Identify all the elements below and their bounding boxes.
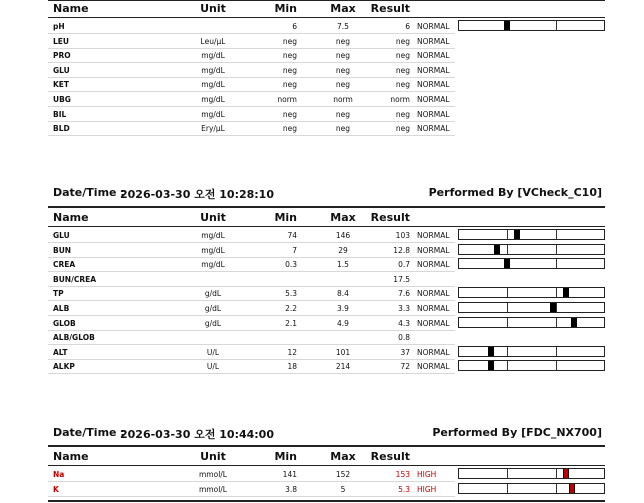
row-min: neg <box>282 124 297 134</box>
row-name: KET <box>53 80 70 90</box>
row-divider <box>48 242 455 243</box>
row-max: neg <box>335 36 351 46</box>
row-unit: mg/dL <box>201 245 225 255</box>
row-name: UBG <box>53 95 71 104</box>
row-min: 18 <box>287 362 297 372</box>
range-bar-divider <box>507 361 508 370</box>
row-result: 5.3 <box>398 484 410 494</box>
row-unit: mg/dL <box>201 65 225 75</box>
range-bar <box>458 302 605 313</box>
datetime-label-3: Date/Time : <box>53 426 125 439</box>
row-name: ALB <box>53 304 70 313</box>
performed-by-2: Performed By [VCheck_C10] <box>428 186 602 199</box>
row-result: 37 <box>400 347 410 357</box>
row-max: 8.4 <box>337 289 349 299</box>
row-divider <box>48 330 455 331</box>
row-min: 2.1 <box>285 318 297 328</box>
col-header-unit: Unit <box>200 450 226 463</box>
col-header-unit: Unit <box>200 2 226 15</box>
row-divider <box>48 481 455 482</box>
row-result: 72 <box>400 362 410 372</box>
row-min: neg <box>282 51 297 61</box>
row-min: 5.3 <box>285 289 297 299</box>
section-rule <box>48 445 605 447</box>
row-min: 3.8 <box>285 484 297 494</box>
row-unit: mmol/L <box>199 470 227 479</box>
row-min: neg <box>282 109 297 119</box>
row-divider <box>48 271 455 272</box>
col-header-result: Result <box>370 450 410 463</box>
row-status: NORMAL <box>417 362 450 372</box>
top-rule <box>48 0 605 1</box>
col-header-max: Max <box>330 2 356 15</box>
row-unit: mg/dL <box>201 51 225 61</box>
row-name: GLU <box>53 231 70 240</box>
row-name: pH <box>53 22 65 31</box>
range-bar-marker <box>488 347 494 356</box>
row-max: 5 <box>340 484 346 494</box>
range-bar <box>458 229 605 240</box>
range-bar-divider <box>507 347 508 356</box>
range-bar <box>458 20 605 31</box>
row-min: 12 <box>287 347 297 357</box>
row-max: neg <box>335 51 351 61</box>
col-header-min: Min <box>274 450 297 463</box>
row-name: GLU <box>53 65 70 75</box>
row-status: NORMAL <box>417 245 450 255</box>
row-name: BUN/CREA <box>53 274 97 284</box>
range-bar-divider <box>556 245 557 254</box>
row-status: NORMAL <box>417 347 450 357</box>
row-status: NORMAL <box>417 318 450 328</box>
row-name: Na <box>53 470 65 479</box>
col-header-unit: Unit <box>200 211 226 224</box>
row-max: 152 <box>335 470 351 479</box>
range-bar-divider <box>556 288 557 297</box>
row-status: NORMAL <box>417 65 450 75</box>
row-result: neg <box>395 36 410 46</box>
col-header-result: Result <box>370 2 410 15</box>
range-bar <box>458 244 605 255</box>
range-bar-marker <box>571 318 577 327</box>
range-bar-marker <box>504 21 510 30</box>
row-name: BLD <box>53 124 70 134</box>
range-bar-divider <box>507 245 508 254</box>
row-status: NORMAL <box>417 260 450 270</box>
header-rule <box>48 465 605 466</box>
row-min: neg <box>282 80 297 90</box>
row-unit: g/dL <box>204 304 222 313</box>
row-max: 3.9 <box>337 304 349 313</box>
row-divider <box>48 315 455 316</box>
row-result: neg <box>395 80 410 90</box>
row-name: K <box>53 484 59 494</box>
row-min: neg <box>282 36 297 46</box>
row-result: 12.8 <box>393 245 410 255</box>
row-unit: Ery/μL <box>201 124 225 134</box>
row-max: 29 <box>338 245 348 255</box>
row-min: 2.2 <box>285 304 297 313</box>
row-name: TP <box>53 289 64 299</box>
row-name: ALKP <box>53 362 75 372</box>
row-status: HIGH <box>417 470 437 479</box>
range-bar-divider <box>556 259 557 268</box>
row-divider <box>48 62 455 63</box>
row-result: 17.5 <box>393 274 410 284</box>
range-bar <box>458 468 605 479</box>
range-bar-divider <box>507 230 508 239</box>
row-unit: g/dL <box>204 289 222 299</box>
range-bar <box>458 258 605 269</box>
row-unit: mg/dL <box>201 109 225 119</box>
range-bar-divider <box>556 361 557 370</box>
row-unit: mg/dL <box>201 80 225 90</box>
range-bar-marker <box>494 245 500 254</box>
row-name: ALB/GLOB <box>53 333 95 343</box>
range-bar-divider <box>556 469 557 478</box>
row-min: 7 <box>292 245 297 255</box>
range-bar-divider <box>507 288 508 297</box>
range-bar-marker <box>563 288 569 297</box>
row-max: 146 <box>335 231 351 240</box>
row-max: 101 <box>335 347 351 357</box>
datetime-3: 2026-03-30 오전 10:44:00 <box>120 428 274 441</box>
range-bar-divider <box>556 347 557 356</box>
row-max: norm <box>333 95 353 104</box>
range-bar <box>458 483 605 494</box>
row-name: PRO <box>53 51 71 61</box>
row-divider <box>48 135 455 136</box>
row-result: norm <box>390 95 410 104</box>
range-bar-marker <box>563 469 569 478</box>
row-min: 6 <box>292 22 297 31</box>
col-header-name: Name <box>53 211 89 224</box>
range-bar-marker <box>488 361 494 370</box>
row-max: neg <box>335 124 351 134</box>
row-min: 0.3 <box>285 260 297 270</box>
range-bar-divider <box>507 303 508 312</box>
row-divider <box>48 496 455 497</box>
range-bar-divider <box>556 318 557 327</box>
row-divider <box>48 91 455 92</box>
row-unit: g/dL <box>204 318 222 328</box>
col-header-name: Name <box>53 2 89 15</box>
row-status: NORMAL <box>417 51 450 61</box>
row-name: BUN <box>53 245 72 255</box>
section-rule <box>48 206 605 208</box>
range-bar <box>458 360 605 371</box>
datetime-2: 2026-03-30 오전 10:28:10 <box>120 188 274 201</box>
col-header-min: Min <box>274 211 297 224</box>
col-header-name: Name <box>53 450 89 463</box>
performed-by-3: Performed By [FDC_NX700] <box>432 426 602 439</box>
row-name: CREA <box>53 260 76 270</box>
range-bar-divider <box>556 230 557 239</box>
row-unit: mg/dL <box>201 231 225 240</box>
header-rule <box>48 17 605 18</box>
row-name: GLOB <box>53 318 76 328</box>
row-max: 4.9 <box>337 318 349 328</box>
row-divider <box>48 373 455 374</box>
row-divider <box>48 257 455 258</box>
row-max: neg <box>335 65 351 75</box>
range-bar-divider <box>507 318 508 327</box>
row-result: 3.3 <box>398 304 410 313</box>
row-result: neg <box>395 51 410 61</box>
row-min: 74 <box>287 231 297 240</box>
row-name: ALT <box>53 347 68 357</box>
range-bar <box>458 317 605 328</box>
row-unit: U/L <box>206 362 220 372</box>
range-bar-marker <box>569 484 575 493</box>
row-unit: Leu/μL <box>200 36 226 46</box>
row-divider <box>48 300 455 301</box>
col-header-result: Result <box>370 211 410 224</box>
range-bar <box>458 287 605 298</box>
row-status: NORMAL <box>417 109 450 119</box>
datetime-label-2: Date/Time : <box>53 186 125 199</box>
row-max: neg <box>335 109 351 119</box>
row-status: NORMAL <box>417 95 450 104</box>
row-divider <box>48 121 455 122</box>
row-result: neg <box>395 124 410 134</box>
col-header-max: Max <box>330 211 356 224</box>
range-bar-divider <box>507 484 508 493</box>
row-divider <box>48 106 455 107</box>
row-status: NORMAL <box>417 304 450 313</box>
row-unit: mg/dL <box>201 95 225 104</box>
bottom-rule <box>48 500 605 502</box>
range-bar-divider <box>556 21 557 30</box>
row-status: NORMAL <box>417 289 450 299</box>
row-max: 214 <box>335 362 351 372</box>
header-rule <box>48 226 605 227</box>
row-divider <box>48 286 455 287</box>
row-result: neg <box>395 109 410 119</box>
col-header-min: Min <box>274 2 297 15</box>
range-bar-marker <box>550 303 556 312</box>
row-status: NORMAL <box>417 36 450 46</box>
row-unit: mmol/L <box>199 484 227 494</box>
row-result: 6 <box>405 22 410 31</box>
row-unit: mg/dL <box>201 260 225 270</box>
row-min: neg <box>282 65 297 75</box>
row-divider <box>48 33 455 34</box>
row-status: NORMAL <box>417 80 450 90</box>
row-status: NORMAL <box>417 124 450 134</box>
row-result: 0.7 <box>398 260 410 270</box>
range-bar-divider <box>507 469 508 478</box>
row-result: neg <box>395 65 410 75</box>
row-max: neg <box>335 80 351 90</box>
row-min: 141 <box>282 470 297 479</box>
row-result: 7.6 <box>398 289 410 299</box>
row-unit: U/L <box>206 347 220 357</box>
row-result: 103 <box>395 231 410 240</box>
row-status: NORMAL <box>417 231 450 240</box>
row-result: 153 <box>395 470 410 479</box>
row-status: HIGH <box>417 484 437 494</box>
row-status: NORMAL <box>417 22 450 31</box>
row-result: 0.8 <box>398 333 410 343</box>
row-result: 4.3 <box>398 318 410 328</box>
row-divider <box>48 48 455 49</box>
row-max: 7.5 <box>337 22 349 31</box>
range-bar-divider <box>556 484 557 493</box>
range-bar <box>458 346 605 357</box>
row-name: BIL <box>53 109 67 119</box>
row-name: LEU <box>53 36 69 46</box>
col-header-max: Max <box>330 450 356 463</box>
row-divider <box>48 77 455 78</box>
range-bar-marker <box>504 259 510 268</box>
range-bar-marker <box>514 230 520 239</box>
row-divider <box>48 359 455 360</box>
row-max: 1.5 <box>337 260 349 270</box>
row-min: norm <box>277 95 297 104</box>
row-divider <box>48 344 455 345</box>
